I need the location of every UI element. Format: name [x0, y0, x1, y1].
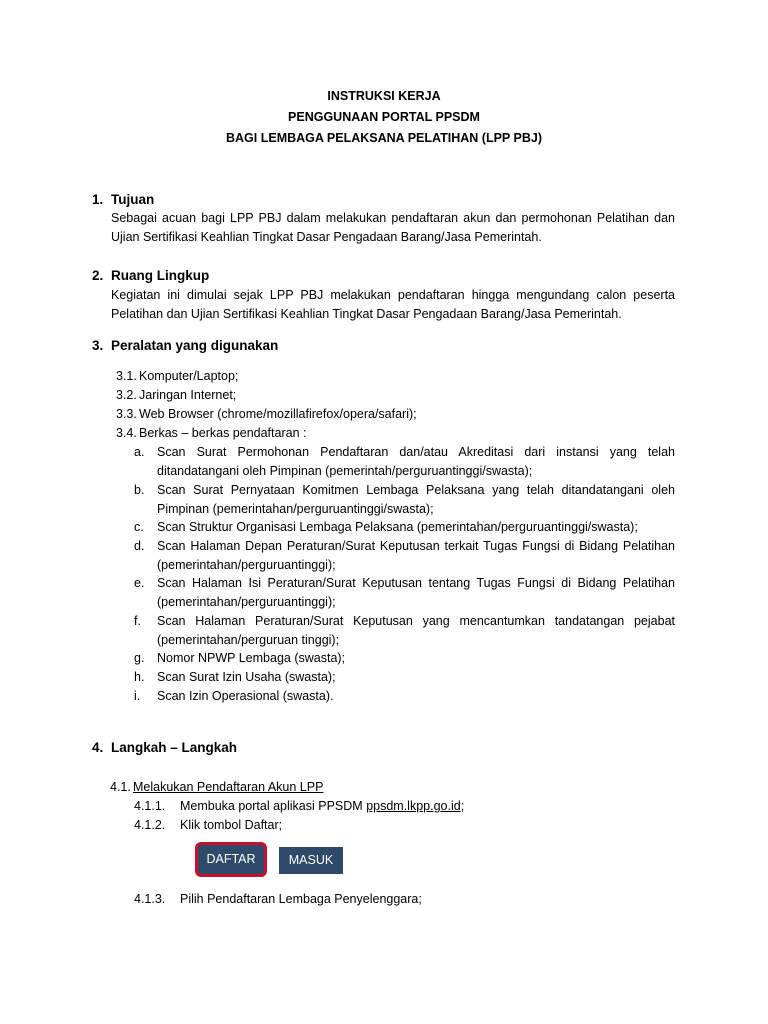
equipment-item [116, 405, 417, 424]
step-text: Pilih Pendaftaran Lembaga Penyelenggara; [180, 892, 422, 906]
daftar-button[interactable]: DAFTAR [198, 845, 264, 874]
section-title: Langkah – Langkah [111, 740, 238, 755]
item-letter: a. [134, 445, 145, 459]
item-letter: i. [134, 689, 141, 703]
step-4-1-3 [134, 890, 422, 909]
item-line: ditandatangani oleh Pimpinan (pemerintah/perguruantinggi/swasta); [157, 464, 533, 478]
item-text: Berkas – berkas pendaftaran : [139, 426, 307, 440]
item-line: (pemerintahan/perguruantinggi); [157, 595, 336, 609]
section-title: Tujuan [111, 192, 155, 207]
item-letter: e. [134, 576, 145, 590]
item-letter: c. [134, 520, 144, 534]
doc-title-line2: PENGGUNAAN PORTAL PPSDM [288, 110, 480, 124]
section-2-heading [92, 266, 209, 285]
item-line: (pemerintahan/perguruantinggi); [157, 558, 336, 572]
item-number: 3.2. [116, 388, 137, 402]
item-line: Scan Halaman Peraturan/Surat Keputusan yang mencantumkan tandatangan pejabat [157, 614, 675, 628]
item-line: Scan Struktur Organisasi Lembaga Pelaksana (pemerintahan/perguruantinggi/swasta); [157, 520, 638, 534]
item-letter: f. [134, 614, 141, 628]
section-4-heading [92, 738, 237, 757]
step-number: 4.1. [110, 780, 131, 794]
item-text: Web Browser (chrome/mozillafirefox/opera/safari); [139, 407, 417, 421]
step-number: 4.1.1. [134, 799, 166, 813]
section-number: 4. [92, 740, 104, 755]
paragraph-line: Sebagai acuan bagi LPP PBJ dalam melakukan pendaftaran akun dan permohonan Pelatihan dan [111, 211, 675, 225]
item-letter: h. [134, 670, 145, 684]
item-text [157, 443, 675, 481]
step-number: 4.1.2. [134, 818, 166, 832]
step-title: Melakukan Pendaftaran Akun LPP [133, 780, 324, 794]
item-line: Scan Izin Operasional (swasta). [157, 689, 334, 703]
step-4-1 [110, 778, 323, 797]
item-text: Komputer/Laptop; [139, 369, 239, 383]
item-number: 3.3. [116, 407, 137, 421]
item-number: 3.4. [116, 426, 137, 440]
section-number: 2. [92, 268, 104, 283]
masuk-button[interactable]: MASUK [279, 847, 343, 874]
item-text [157, 518, 675, 537]
item-line: Scan Surat Izin Usaha (swasta); [157, 670, 336, 684]
item-text [157, 668, 675, 687]
item-line: Scan Halaman Depan Peraturan/Surat Keputusan terkait Tugas Fungsi di Bidang Pelatihan [157, 539, 675, 553]
item-number: 3.1. [116, 369, 137, 383]
paragraph-line: Ujian Sertifikasi Keahlian Tingkat Dasar Pengadaan Barang/Jasa Pemerintah. [111, 230, 542, 244]
item-text [157, 574, 675, 612]
section-2-paragraph [111, 286, 675, 324]
section-title: Ruang Lingkup [111, 268, 210, 283]
item-line: Nomor NPWP Lembaga (swasta); [157, 651, 346, 665]
section-1-paragraph [111, 209, 675, 247]
step-text: Klik tombol Daftar; [180, 818, 283, 832]
section-number: 3. [92, 338, 104, 353]
item-line: Scan Halaman Isi Peraturan/Surat Keputusan tentang Tugas Fungsi di Bidang Pelatihan [157, 576, 675, 590]
item-letter: g. [134, 651, 145, 665]
equipment-item [116, 367, 238, 386]
item-line: Pimpinan (pemerintahan/perguruantinggi/swasta); [157, 502, 434, 516]
item-line: Scan Surat Permohonan Pendaftaran dan/atau Akreditasi dari instansi yang telah [157, 445, 675, 459]
item-text [157, 537, 675, 575]
step-4-1-2 [134, 816, 282, 835]
doc-title-line3: BAGI LEMBAGA PELAKSANA PELATIHAN (LPP PBJ) [226, 131, 542, 145]
step-text: Membuka portal aplikasi PPSDM [180, 799, 367, 813]
item-line: Scan Surat Pernyataan Komitmen Lembaga Pelaksana yang telah ditandatangani oleh [157, 483, 675, 497]
equipment-item [116, 386, 236, 405]
step-number: 4.1.3. [134, 892, 166, 906]
paragraph-line: Kegiatan ini dimulai sejak LPP PBJ melakukan pendaftaran hingga mengundang calon peserta [111, 288, 675, 302]
item-text [157, 687, 675, 706]
item-text [157, 649, 675, 668]
paragraph-line: Pelatihan dan Ujian Sertifikasi Keahlian Tingkat Dasar Pengadaan Barang/Jasa Pemerintah. [111, 307, 622, 321]
doc-title-line1: INSTRUKSI KERJA [327, 89, 441, 103]
section-3-heading [92, 336, 278, 355]
item-text [157, 481, 675, 519]
item-letter: b. [134, 483, 145, 497]
section-title: Peralatan yang digunakan [111, 338, 279, 353]
step-text-end: ; [460, 799, 465, 813]
section-1-heading [92, 190, 154, 209]
section-number: 1. [92, 192, 104, 207]
item-text [157, 612, 675, 650]
item-letter: d. [134, 539, 145, 553]
item-text: Jaringan Internet; [139, 388, 237, 402]
item-line: (pemerintahan/perguruan tinggi); [157, 633, 340, 647]
portal-link[interactable]: ppsdm.lkpp.go.id [366, 799, 461, 813]
step-4-1-1 [134, 797, 464, 816]
equipment-item [116, 424, 306, 443]
